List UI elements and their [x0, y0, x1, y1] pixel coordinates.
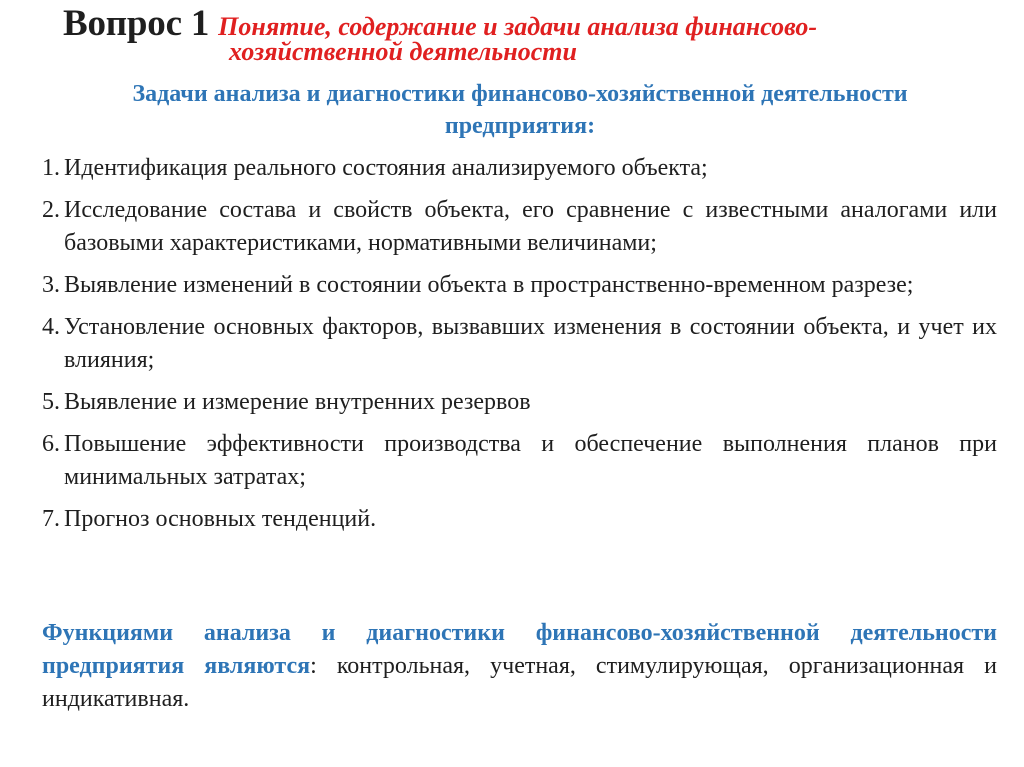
list-item — [42, 152, 997, 185]
functions-lead-line1: Функциями анализа и диагностики финансово-хозяйственной — [42, 620, 820, 646]
list-item-number: 5. — [42, 389, 60, 415]
list-item-text: Идентификация реального состояния анализируемого объекта; — [64, 155, 708, 181]
question-title-line1: Понятие, содержание и задачи анализа финансово- — [218, 12, 818, 41]
list-item-number: 2. — [42, 197, 60, 223]
functions-paragraph — [42, 617, 997, 716]
question-label: Вопрос 1 — [63, 3, 210, 44]
list-item-text: Повышение эффективности производства и обеспечение выполнения планов при минимальных затратах; — [64, 431, 997, 490]
list-item — [42, 386, 997, 419]
list-item-number: 1. — [42, 155, 60, 181]
list-item — [42, 269, 997, 302]
list-item-text: Установление основных факторов, вызвавших изменения в состоянии объекта, и учет их влияния; — [64, 314, 997, 373]
list-item-number: 6. — [42, 431, 60, 457]
question-title-line2: хозяйственной деятельности — [229, 37, 577, 66]
list-item — [42, 194, 997, 260]
list-item-number: 3. — [42, 272, 60, 298]
tasks-subtitle-line1: Задачи анализа и диагностики финансово-хозяйственной деятельности — [132, 81, 908, 107]
functions-list: : контрольная, учетная, стимулирующая, организационная и индикативная. — [42, 653, 997, 712]
header — [63, 2, 1003, 67]
tasks-subtitle-line2: предприятия: — [444, 113, 596, 139]
list-item — [42, 503, 997, 536]
list-item — [42, 428, 997, 494]
list-item-text: Выявление и измерение внутренних резервов — [64, 389, 531, 415]
list-item-number: 4. — [42, 314, 60, 340]
list-item — [42, 311, 997, 377]
functions-lead-line2: деятельности предприятия являются — [42, 620, 997, 679]
task-list — [42, 152, 997, 545]
list-item-text: Выявление изменений в состоянии объекта в пространственно-временном разрезе; — [64, 272, 914, 298]
functions-text — [42, 617, 997, 716]
list-item-text: Прогноз основных тенденций. — [64, 506, 377, 532]
list-item-text: Исследование состава и свойств объекта, его сравнение с известными аналогами или базовыми характеристиками, нормативными величинами; — [64, 197, 997, 256]
list-item-number: 7. — [42, 506, 60, 532]
tasks-subtitle — [40, 78, 1000, 142]
